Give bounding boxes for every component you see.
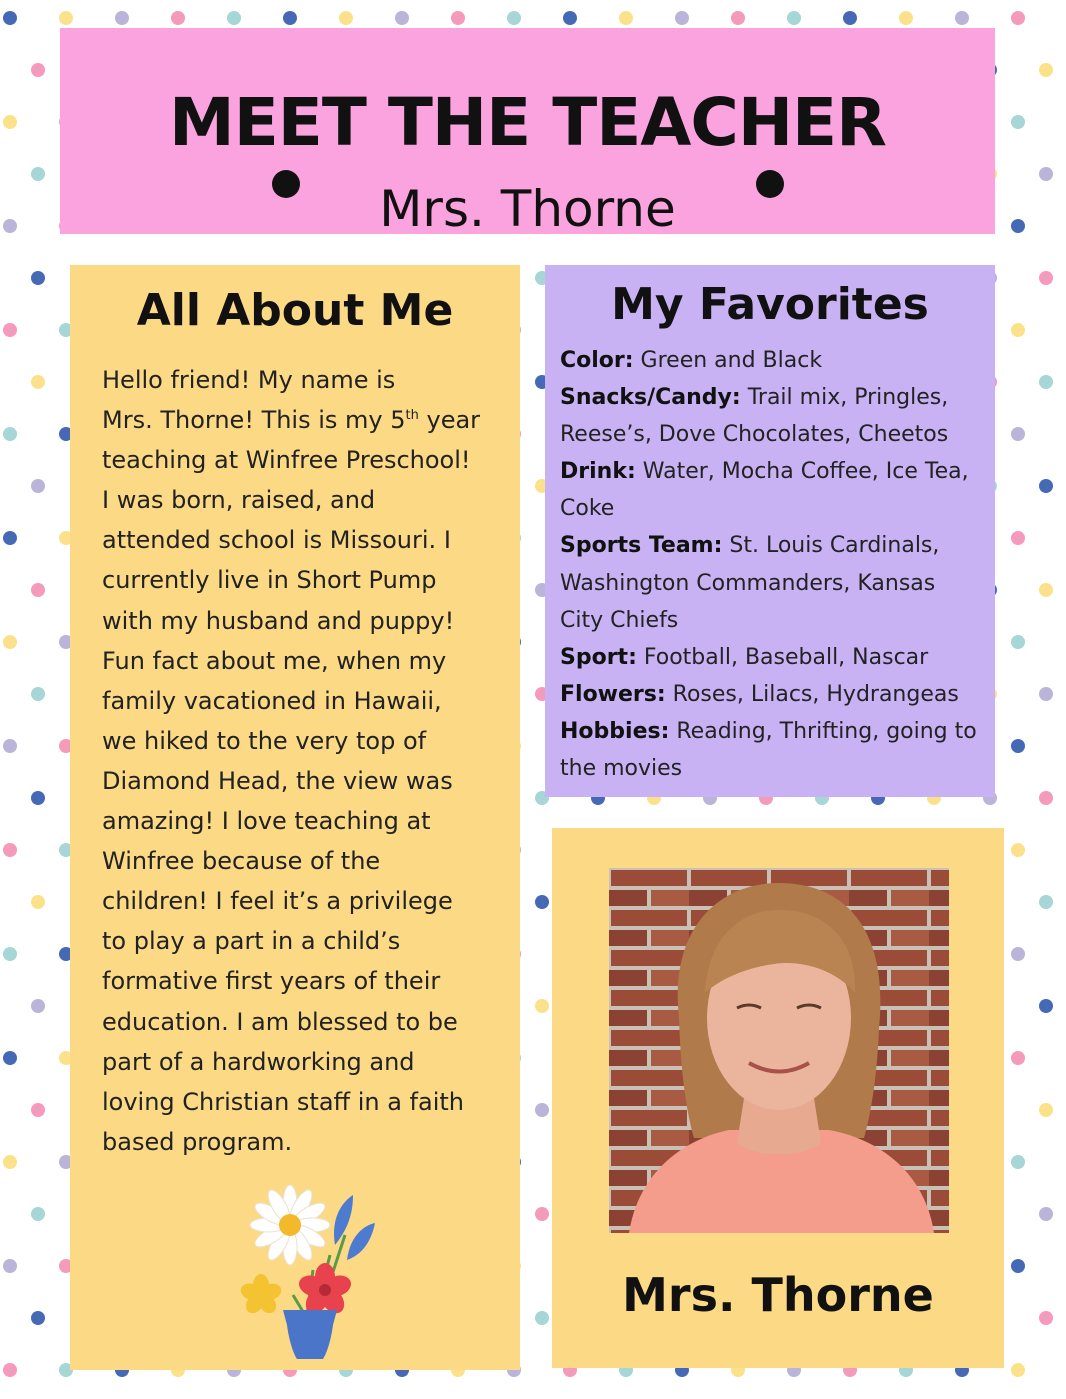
about-line: amazing! I love teaching at — [102, 807, 431, 836]
about-line: currently live in Short Pump — [102, 566, 437, 595]
header-banner — [60, 28, 995, 238]
favorites-heading: My Favorites — [611, 279, 929, 330]
about-line: Fun fact about me, when my — [102, 646, 447, 675]
about-line: education. I am blessed to be — [102, 1007, 458, 1036]
about-me-panel — [70, 265, 520, 1370]
about-line: Winfree because of the — [102, 847, 381, 876]
favorite-snacks: Snacks/Candy: Trail mix, Pringles, Reese’s, Dove Chocolates, Cheetos — [560, 385, 949, 448]
teacher-photo-card — [552, 828, 1004, 1368]
ordinal-suffix: th — [405, 408, 419, 424]
about-line: teaching at Winfree Preschool! — [102, 446, 471, 475]
teacher-name-subtitle: Mrs. Thorne — [379, 180, 676, 238]
favorites-panel — [545, 265, 995, 797]
about-line: family vacationed in Hawaii, — [102, 686, 442, 715]
favorite-color: Color: Green and Black — [560, 348, 823, 373]
favorite-hobbies: Hobbies: Reading, Thrifting, going to the movies — [560, 718, 977, 782]
flower-vase-icon — [235, 1175, 385, 1360]
favorite-sports-team: Sports Team: St. Louis Cardinals, Washington Commanders, Kansas City Chiefs — [560, 533, 940, 633]
page-title: MEET THE TEACHER — [169, 84, 886, 161]
about-line: I was born, raised, and — [102, 486, 376, 515]
about-text — [102, 360, 502, 1162]
about-line: Hello friend! My name is — [102, 366, 396, 394]
about-line: children! I feel it’s a privilege — [102, 887, 453, 916]
about-heading: All About Me — [136, 285, 454, 336]
favorite-drink: Drink: Water, Mocha Coffee, Ice Tea, Coke — [560, 459, 969, 522]
bullet-right-icon — [756, 170, 784, 198]
favorites-list — [560, 342, 985, 787]
teacher-photo — [609, 868, 949, 1233]
about-line: part of a hardworking and — [102, 1047, 415, 1076]
about-line: Diamond Head, the view was — [102, 766, 453, 795]
favorite-sport: Sport: Football, Baseball, Nascar — [560, 644, 929, 670]
about-line: attended school is Missouri. I — [102, 526, 451, 555]
favorite-flowers: Flowers: Roses, Lilacs, Hydrangeas — [560, 681, 959, 707]
about-line: formative first years of their — [102, 967, 441, 996]
portrait-illustration — [609, 868, 949, 1233]
about-line: Mrs. Thorne! This is my 5th year — [102, 406, 481, 435]
about-line: based program. — [102, 1127, 293, 1156]
about-line: with my husband and puppy! — [102, 606, 455, 635]
photo-caption: Mrs. Thorne — [622, 1268, 934, 1322]
about-line: to play a part in a child’s — [102, 927, 401, 956]
about-line: loving Christian staff in a faith — [102, 1087, 465, 1116]
about-line: we hiked to the very top of — [102, 726, 427, 755]
